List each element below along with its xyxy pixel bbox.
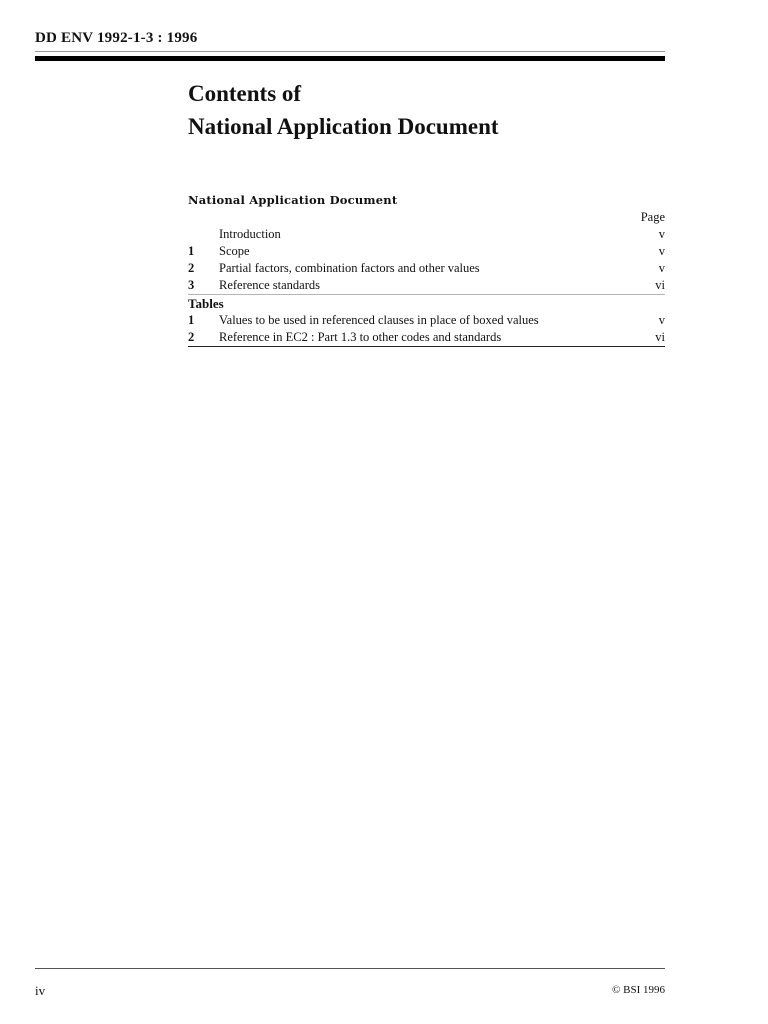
toc-entry-title: Reference standards xyxy=(219,278,320,292)
toc-end-rule xyxy=(188,346,665,347)
toc-entry-scope[interactable] xyxy=(188,243,665,260)
toc-entry-number: 1 xyxy=(188,313,195,327)
toc-entry-partial-factors[interactable] xyxy=(188,260,665,277)
toc-table-entry-1[interactable] xyxy=(188,312,665,329)
toc-entry-title: Scope xyxy=(219,244,250,258)
table-of-contents xyxy=(188,192,665,347)
toc-entry-title: Introduction xyxy=(219,227,281,241)
toc-entry-page: v xyxy=(658,244,665,258)
header-thick-rule xyxy=(35,56,665,61)
toc-entry-page: v xyxy=(658,313,665,327)
toc-entry-number: 3 xyxy=(188,278,195,292)
footer-copyright: © BSI 1996 xyxy=(612,984,665,996)
toc-entry-reference-standards[interactable] xyxy=(188,277,665,294)
toc-entry-page: vi xyxy=(655,278,665,292)
header-thin-rule xyxy=(35,51,665,52)
toc-entry-number: 2 xyxy=(188,261,195,275)
toc-table-entry-2[interactable] xyxy=(188,329,665,346)
toc-entry-page: vi xyxy=(655,330,665,344)
toc-entry-number: 2 xyxy=(188,330,195,344)
page-title-line-1: Contents of xyxy=(188,81,302,106)
page-title-line-2: National Application Document xyxy=(188,114,499,139)
toc-entry-number: 1 xyxy=(188,244,195,258)
toc-entry-page: v xyxy=(658,227,665,241)
toc-entry-title: Values to be used in referenced clauses in place of boxed values xyxy=(219,313,539,327)
footer-page-number: iv xyxy=(35,983,46,998)
toc-entry-title: Reference in EC2 : Part 1.3 to other codes and standards xyxy=(219,330,502,344)
toc-section-heading: National Application Document xyxy=(188,193,398,207)
page-column-label: Page xyxy=(640,210,665,224)
tables-heading: Tables xyxy=(188,296,224,311)
footer-rule xyxy=(35,968,665,969)
page-title xyxy=(188,77,499,143)
toc-entry-page: v xyxy=(658,261,665,275)
toc-entry-title: Partial factors, combination factors and other values xyxy=(219,261,480,275)
document-reference: DD ENV 1992-1-3 : 1996 xyxy=(35,30,198,46)
toc-entry-introduction[interactable] xyxy=(188,226,665,243)
